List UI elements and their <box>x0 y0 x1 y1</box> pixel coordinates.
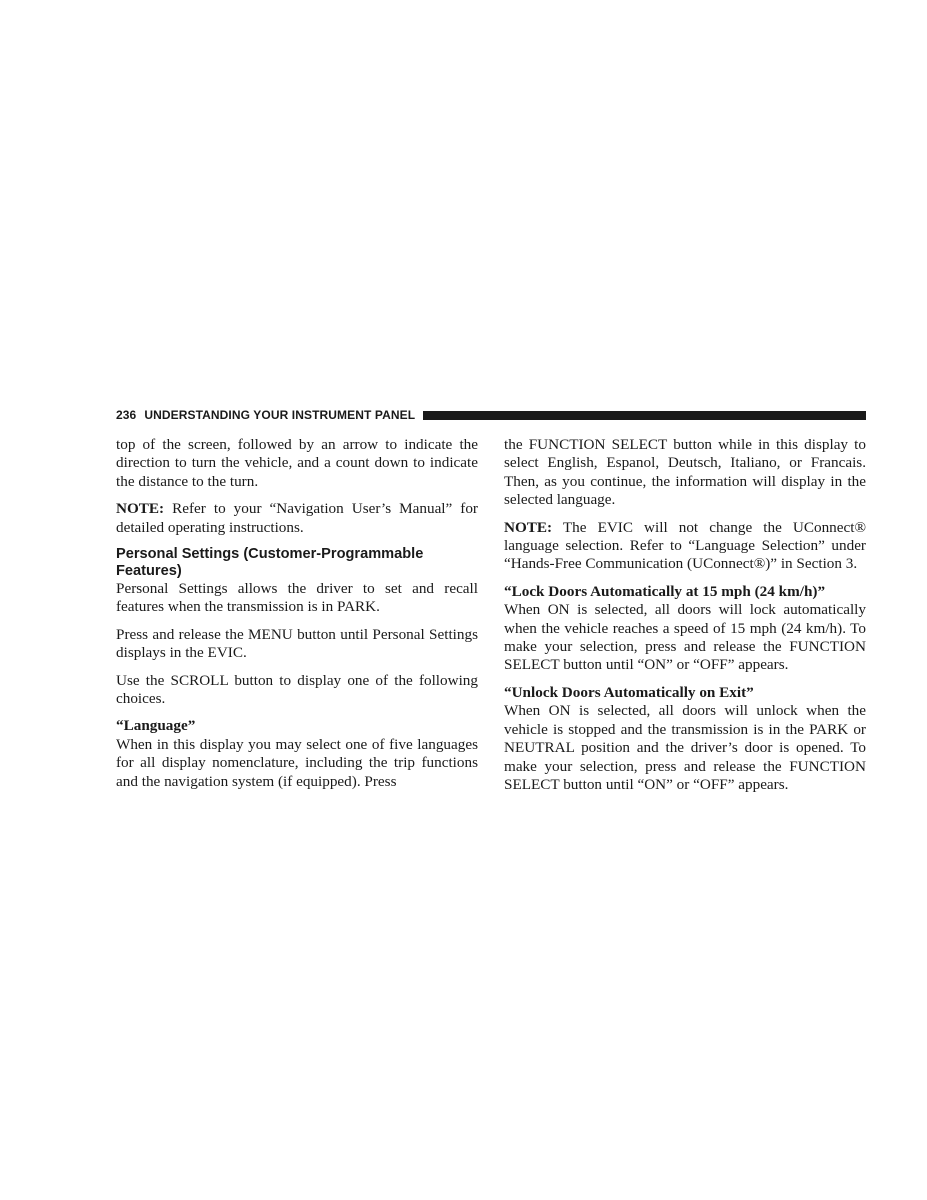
header-rule <box>423 411 866 420</box>
paragraph-unlock-doors: When ON is selected, all doors will unlock when the vehicle is stopped and the transmission is in the PARK or NEUTRAL position and the driver’s door is opened. To make your selection, press and release the FUNCTION SELECT button until “ON” or “OFF” appears. <box>504 702 866 793</box>
note-uconnect-language <box>504 519 866 574</box>
paragraph-menu-button: Press and release the MENU button until Personal Settings displays in the EVIC. <box>116 625 478 662</box>
paragraph-personal-settings: Personal Settings allows the driver to set and recall features when the transmission is in PARK. <box>116 580 478 616</box>
section-title: UNDERSTANDING YOUR INSTRUMENT PANEL <box>144 408 416 422</box>
paragraph-lock-doors: When ON is selected, all doors will lock automatically when the vehicle reaches a speed of 15 mph (24 km/h). To make your selection, press and release the FUNCTION SELECT button until “ON” or “OFF” appears. <box>504 601 866 674</box>
note-label: NOTE: <box>504 518 553 536</box>
note-label: NOTE: <box>116 500 165 518</box>
paragraph-scroll-button: Use the SCROLL button to display one of the following choices. <box>116 671 478 708</box>
right-column <box>504 436 866 803</box>
paragraph-language: When in this display you may select one of five languages for all display nomenclature, including the trip functions and the navigation system (if equipped). Press <box>116 735 478 790</box>
note-text: The EVIC will not change the UConnect® language selection. Refer to “Language Selection” under “Hands-Free Communication (UConnect®)” in Section 3. <box>504 518 866 573</box>
note-navigation-manual <box>116 500 478 537</box>
subhead-personal-settings: Personal Settings (Customer-Programmable Features) <box>116 546 424 579</box>
item-title-language: “Language” <box>116 717 196 735</box>
paragraph-function-select: the FUNCTION SELECT button while in this display to select English, Espanol, Deutsch, Italiano, or Francais. Then, as you continue, the information will display in the selected language. <box>504 436 866 509</box>
item-title-lock-doors: “Lock Doors Automatically at 15 mph (24 km/h)” <box>504 582 826 600</box>
page-number: 236 <box>116 408 137 422</box>
left-column <box>116 436 478 800</box>
item-title-unlock-doors: “Unlock Doors Automatically on Exit” <box>504 683 754 701</box>
page-header <box>116 408 866 422</box>
paragraph-navigation-turn: top of the screen, followed by an arrow to indicate the direction to turn the vehicle, and a count down to indicate the distance to the turn. <box>116 436 478 490</box>
note-text: Refer to your “Navigation User’s Manual” for detailed operating instructions. <box>116 500 478 536</box>
